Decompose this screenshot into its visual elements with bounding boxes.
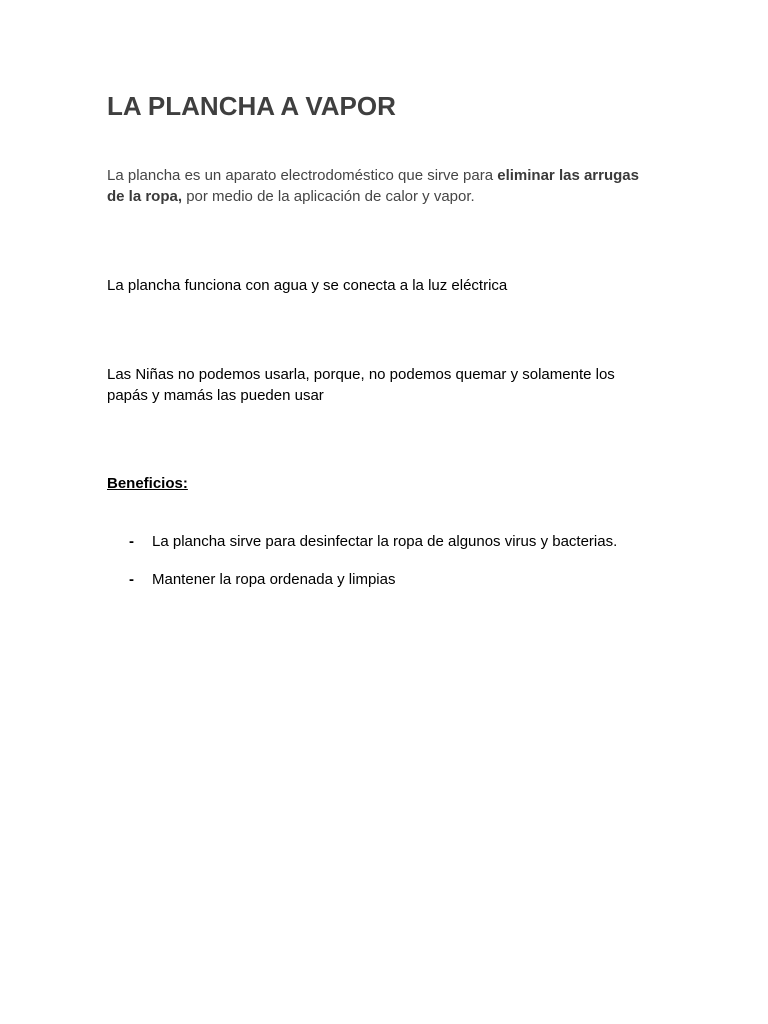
benefits-list [107, 531, 667, 607]
list-item-text: La plancha sirve para desinfectar la ropa de algunos virus y bacterias. [152, 533, 618, 550]
list-item [107, 569, 667, 590]
intro-paragraph [107, 165, 652, 207]
intro-text-start: La plancha es un aparato electrodoméstico que sirve para [107, 167, 498, 184]
paragraph-functioning: La plancha funciona con agua y se conecta a la luz eléctrica [107, 277, 508, 294]
benefits-heading: Beneficios: [107, 475, 188, 492]
list-bullet: - [129, 533, 134, 550]
list-item-text: Mantener la ropa ordenada y limpias [152, 571, 396, 588]
intro-bold-text: eliminar las arrugas de la ropa, [107, 167, 639, 205]
page-title: LA PLANCHA A VAPOR [107, 91, 396, 121]
paragraph-warning: Las Niñas no podemos usarla, porque, no podemos quemar y solamente los papás y mamás las pueden usar [107, 366, 615, 404]
list-bullet: - [129, 571, 134, 588]
intro-text-end: por medio de la aplicación de calor y vapor. [182, 188, 475, 205]
list-item [107, 531, 667, 552]
